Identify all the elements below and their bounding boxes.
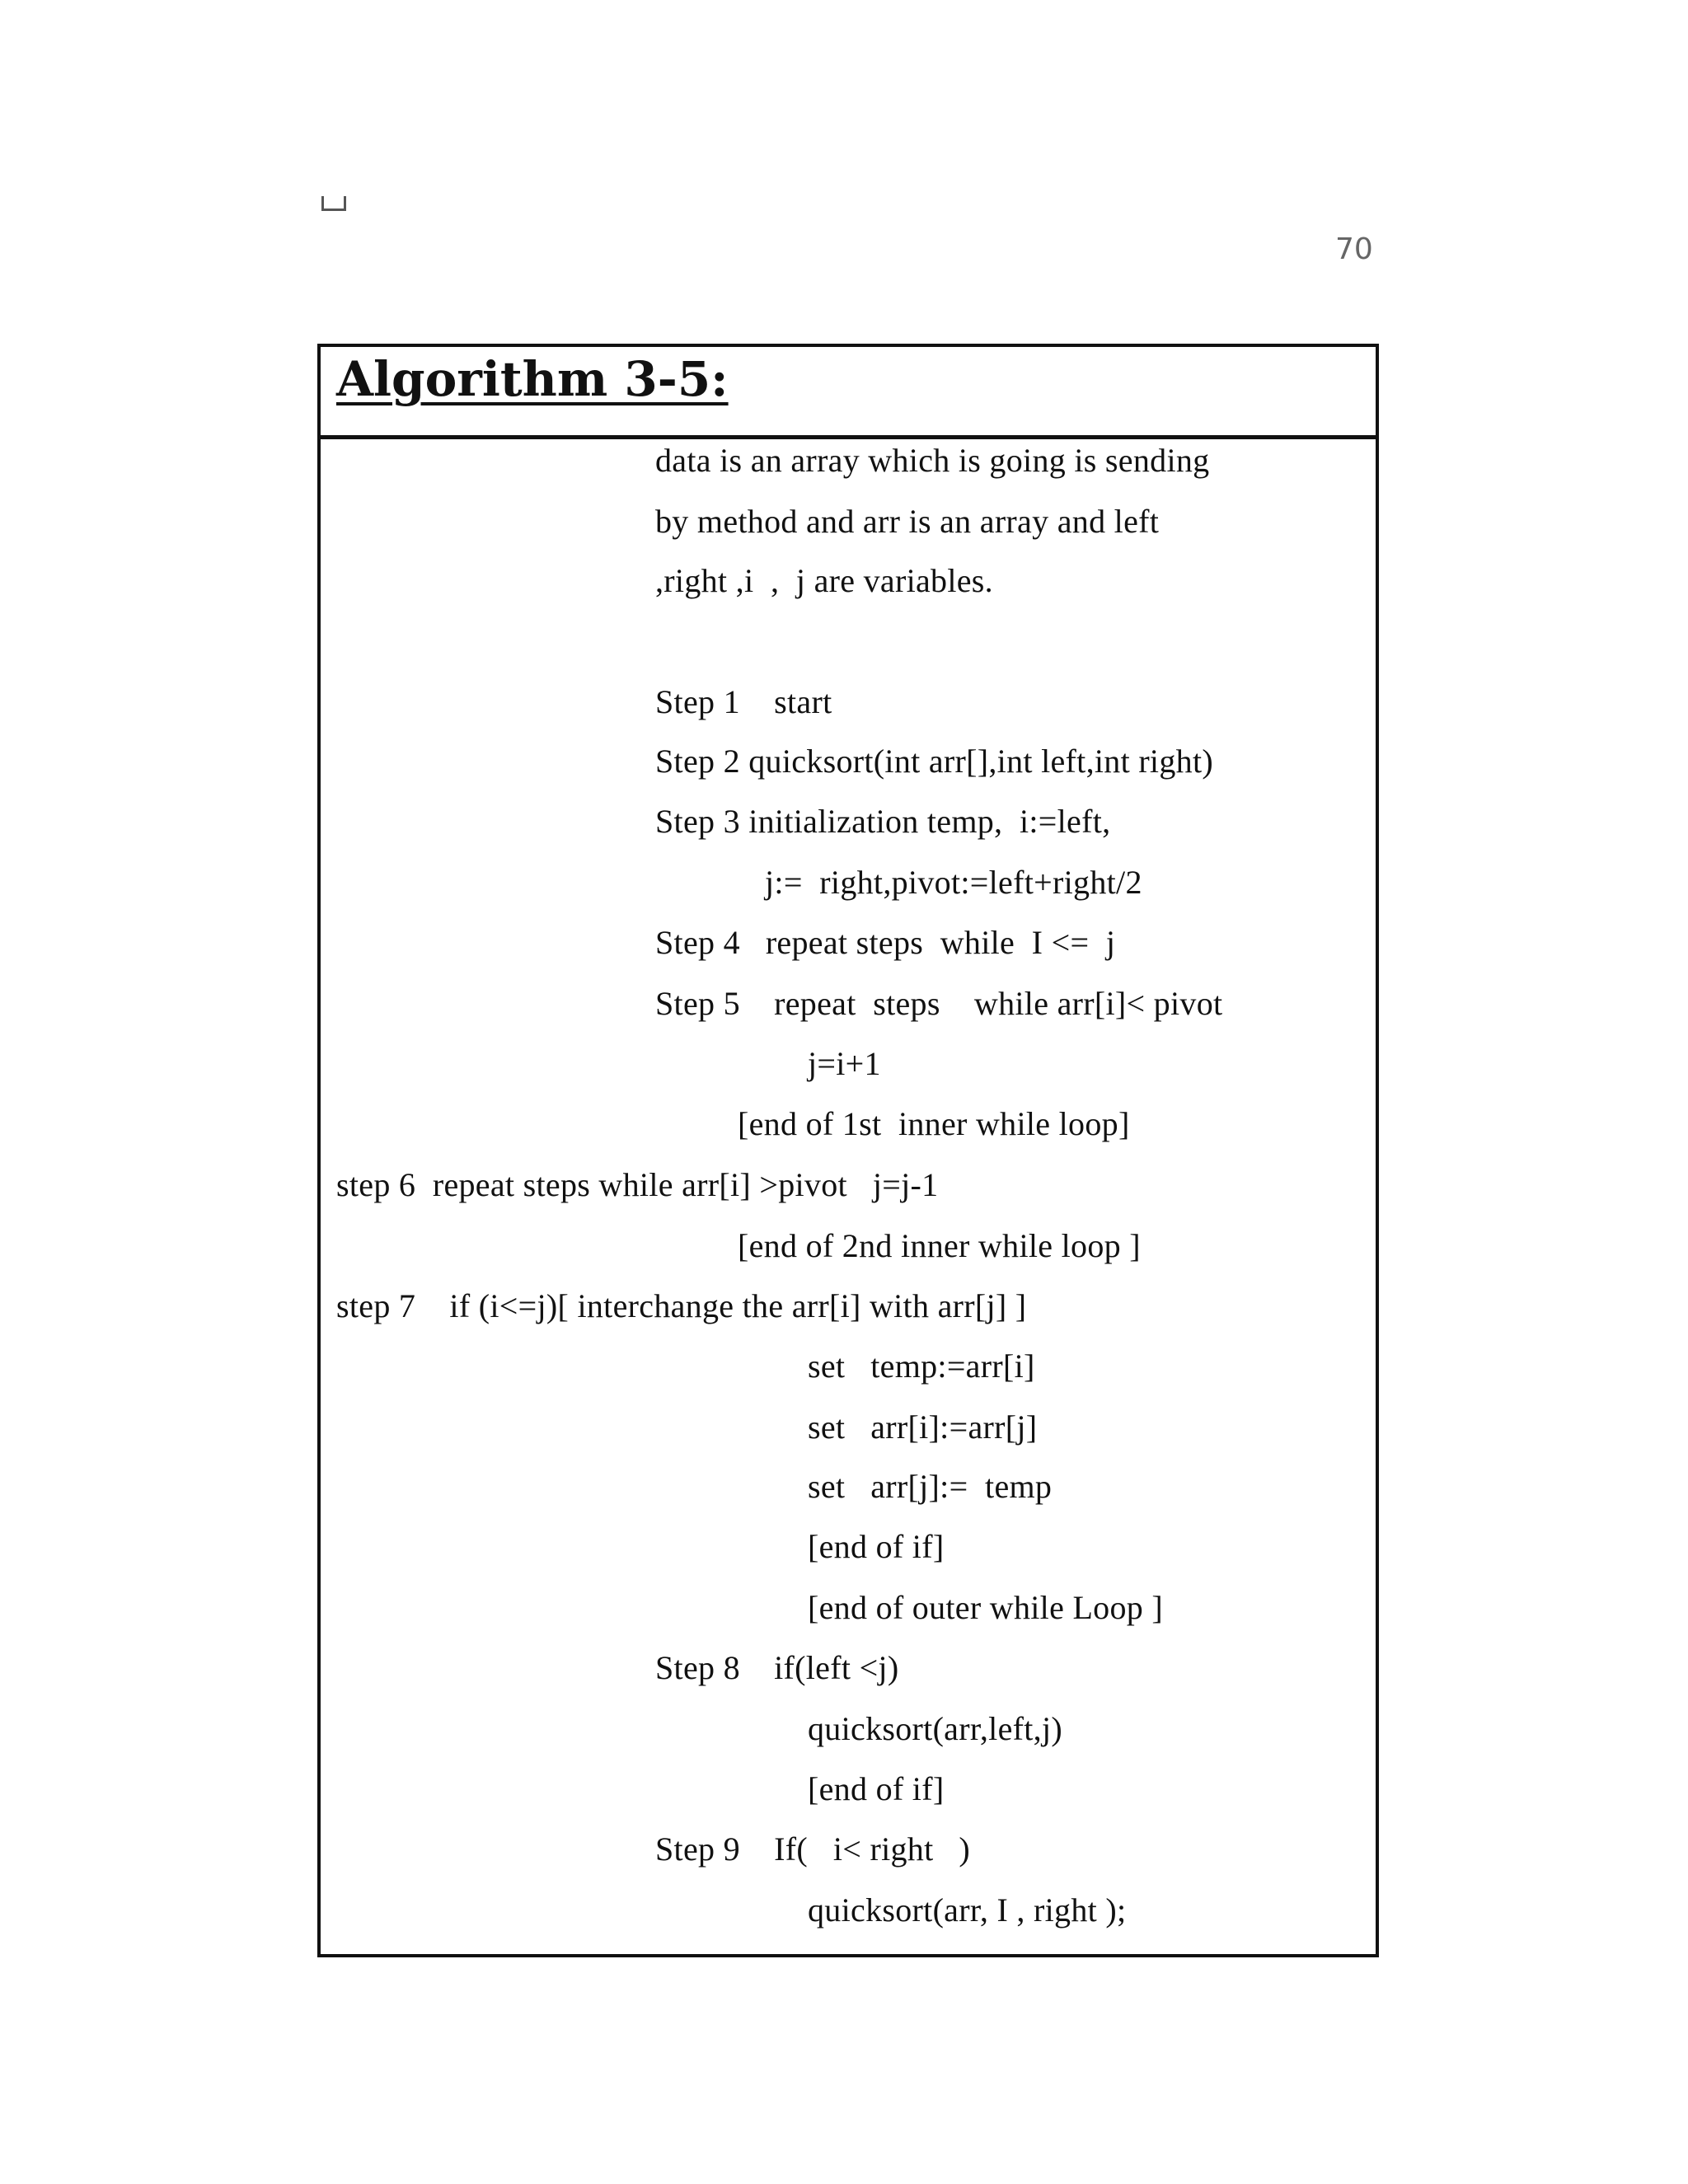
step-line: j=i+1 bbox=[808, 1045, 881, 1082]
step-line: Step 9 If( i< right ) bbox=[655, 1830, 971, 1868]
step-line: set arr[j]:= temp bbox=[808, 1468, 1053, 1505]
step-line: step 6 repeat steps while arr[i] >pivot j=j-1 bbox=[336, 1166, 939, 1203]
step-line: [end of 1st inner while loop] bbox=[738, 1105, 1130, 1142]
description-line: ,right ,i , j are variables. bbox=[655, 562, 993, 599]
description-line: by method and arr is an array and left bbox=[655, 503, 1160, 540]
step-line: j:= right,pivot:=left+right/2 bbox=[765, 864, 1142, 901]
step-line: set arr[i]:=arr[j] bbox=[808, 1408, 1038, 1446]
step-line: [end of if] bbox=[808, 1528, 945, 1565]
title-separator bbox=[317, 435, 1379, 439]
step-line: quicksort(arr, I , right ); bbox=[808, 1891, 1127, 1929]
step-line: step 7 if (i<=j)[ interchange the arr[i] with arr[j] ] bbox=[336, 1287, 1027, 1324]
page-number: 70 bbox=[1335, 232, 1373, 266]
step-line: set temp:=arr[i] bbox=[808, 1347, 1035, 1385]
step-line: Step 3 initialization temp, i:=left, bbox=[655, 803, 1111, 840]
step-line: Step 8 if(left <j) bbox=[655, 1649, 899, 1686]
step-line: quicksort(arr,left,j) bbox=[808, 1710, 1063, 1747]
step-line: Step 5 repeat steps while arr[i]< pivot bbox=[655, 985, 1223, 1022]
step-line: [end of outer while Loop ] bbox=[808, 1589, 1164, 1626]
corner-mark-icon bbox=[321, 196, 346, 211]
step-line: [end of if] bbox=[808, 1770, 945, 1807]
title-separator-right-edge bbox=[1376, 439, 1379, 504]
step-line: Step 2 quicksort(int arr[],int left,int right) bbox=[655, 743, 1213, 780]
title-separator-left-edge bbox=[317, 439, 321, 504]
description-line: data is an array which is going is sending bbox=[655, 442, 1210, 479]
algorithm-title: Algorithm 3-5: bbox=[336, 351, 729, 407]
step-line: Step 1 start bbox=[655, 683, 832, 720]
step-line: [end of 2nd inner while loop ] bbox=[738, 1227, 1141, 1264]
step-line: Step 4 repeat steps while I <= j bbox=[655, 924, 1116, 961]
